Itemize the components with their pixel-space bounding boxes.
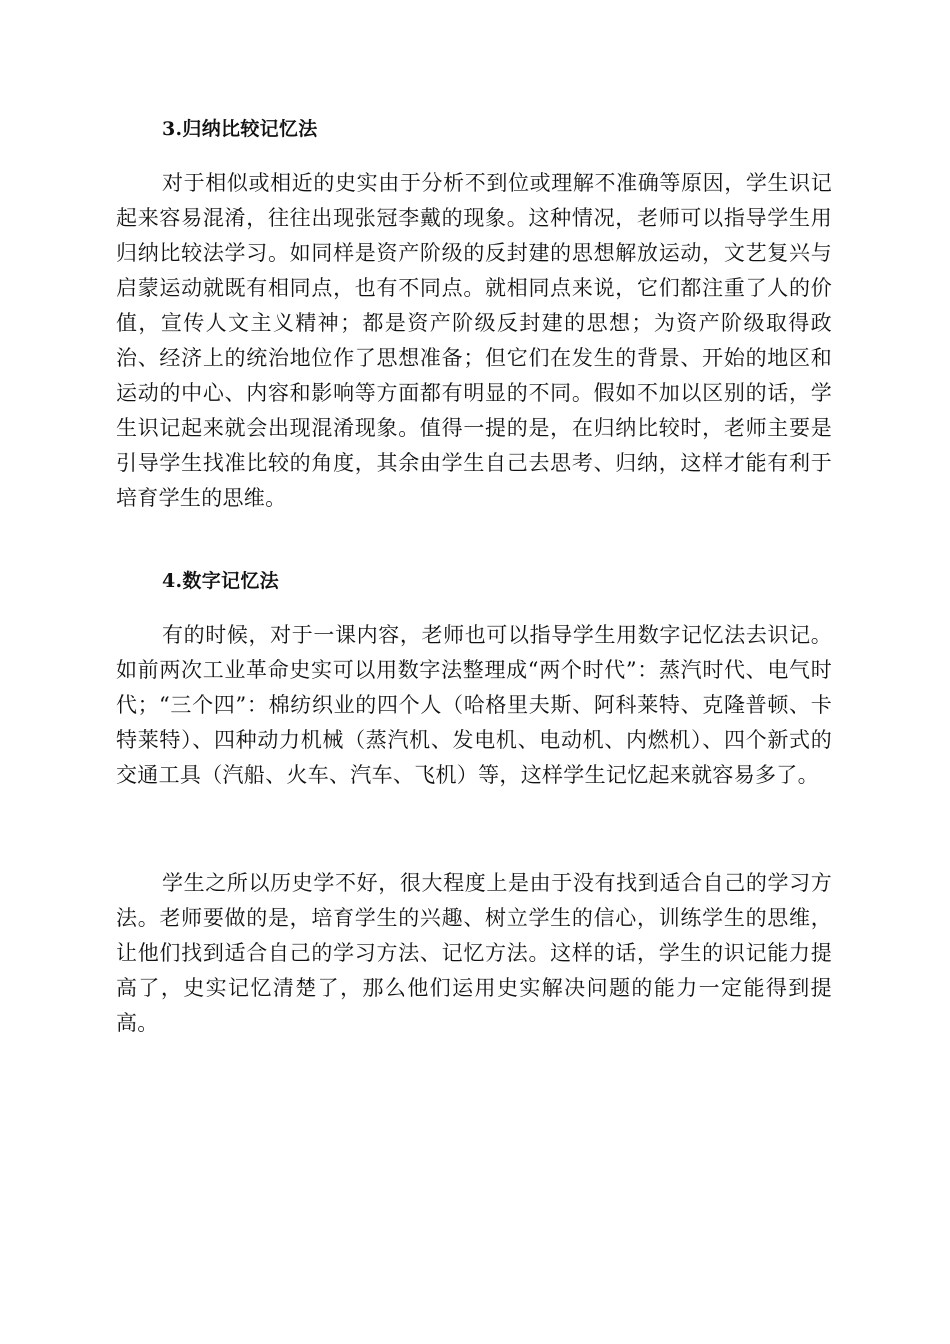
- section-paragraph-3: 对于相似或相近的史实由于分析不到位或理解不准确等原因，学生识记起来容易混淆，往往出现张冠李戴的现象。这种情况，老师可以指导学生用归纳比较法学习。如同样是资产阶级的反封建的思想解放运动，文艺复兴与启蒙运动就既有相同点，也有不同点。就相同点来说，它们都注重了人的价值，宣传人文主义精神；都是资产阶级反封建的思想；为资产阶级取得政治、经济上的统治地位作了思想准备；但它们在发生的背景、开始的地区和运动的中心、内容和影响等方面都有明显的不同。假如不加以区别的话，学生识记起来就会出现混淆现象。值得一提的是，在归纳比较时，老师主要是引导学生找准比较的角度，其余由学生自己去思考、归纳，这样才能有利于培育学生的思维。: [116, 171, 832, 510]
- conclusion-paragraph: 学生之所以历史学不好，很大程度上是由于没有找到适合自己的学习方法。老师要做的是，培育学生的兴趣、树立学生的信心，训练学生的思维，让他们找到适合自己的学习方法、记忆方法。这样的话，学生的识记能力提高了，史实记忆清楚了，那么他们运用史实解决问题的能力一定能得到提高。: [116, 871, 832, 1035]
- section-heading-3: 3.归纳比较记忆法: [162, 118, 318, 140]
- section-heading-4: 4.数字记忆法: [162, 570, 279, 592]
- section-paragraph-4: 有的时候，对于一课内容，老师也可以指导学生用数字记忆法去识记。如前两次工业革命史实可以用数字法整理成“两个时代”：蒸汽时代、电气时代；“三个四”：棉纺织业的四个人（哈格里夫斯、阿科莱特、克隆普顿、卡特莱特）、四种动力机械（蒸汽机、发电机、电动机、内燃机）、四个新式的交通工具（汽船、火车、汽车、飞机）等，这样学生记忆起来就容易多了。: [116, 623, 832, 787]
